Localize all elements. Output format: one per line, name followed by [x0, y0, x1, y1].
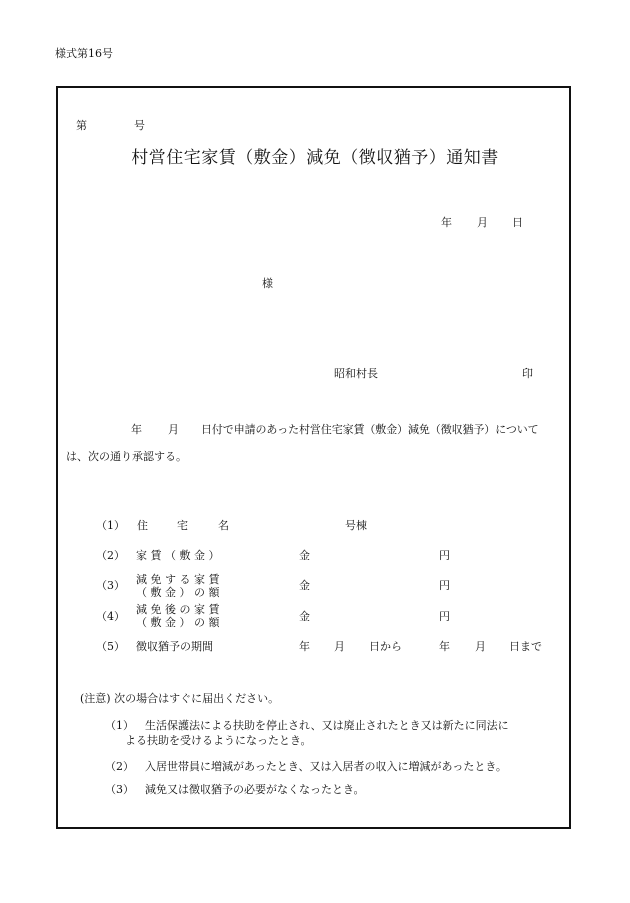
notes-header: (注意) 次の場合はすぐに届出ください。	[80, 692, 280, 705]
date-year: 年	[441, 216, 452, 229]
item-5-year-from: 年	[299, 640, 310, 653]
form-number: 様式第16号	[55, 47, 113, 60]
item-2-kin: 金	[299, 549, 310, 562]
date-month: 月	[477, 216, 488, 229]
item-1-label-part: 名	[218, 519, 229, 532]
body-month: 月	[168, 423, 179, 436]
issuer-seal: 印	[522, 367, 533, 380]
note-2-number: （2）	[105, 760, 134, 773]
item-5-month-from: 月	[334, 640, 345, 653]
issuer-name: 昭和村長	[334, 367, 378, 380]
item-1-number: （1）	[96, 519, 125, 532]
item-3-en: 円	[439, 579, 450, 592]
item-3-number: （3）	[96, 579, 125, 592]
item-2-number: （2）	[96, 549, 125, 562]
item-5-day-from: 日から	[369, 640, 402, 653]
item-5-year-until: 年	[439, 640, 450, 653]
item-3-label-line1: 減 免 す る 家 賃	[136, 573, 220, 586]
item-5-month-until: 月	[475, 640, 486, 653]
header-go: 号	[134, 119, 145, 132]
note-1-number: （1）	[105, 719, 134, 732]
item-5-number: （5）	[96, 640, 125, 653]
item-3-label-line2: （ 敷 金 ） の 額	[136, 586, 220, 599]
item-4-label-line2: （ 敷 金 ） の 額	[136, 616, 220, 629]
item-4-label-line1: 減 免 後 の 家 賃	[136, 603, 220, 616]
addressee-sama: 様	[262, 277, 273, 290]
header-dai: 第	[76, 119, 87, 132]
note-3-line1: 減免又は徴収猶予の必要がなくなったとき。	[145, 783, 365, 796]
item-1-gotou: 号棟	[345, 519, 367, 532]
item-1-label-part: 住	[137, 519, 148, 532]
item-5-label: 徴収猶予の期間	[136, 640, 213, 653]
note-3-number: （3）	[105, 783, 134, 796]
item-4-kin: 金	[299, 610, 310, 623]
body-year: 年	[131, 423, 142, 436]
document-title: 村営住宅家賃（敷金）減免（徴収猶予）通知書	[131, 148, 499, 168]
item-4-en: 円	[439, 610, 450, 623]
item-2-label: 家 賃 （ 敷 金 ）	[136, 549, 220, 562]
body-line2: は、次の通り承認する。	[66, 450, 187, 463]
note-1-line2: よる扶助を受けるようになったとき。	[125, 734, 312, 747]
item-4-number: （4）	[96, 610, 125, 623]
item-2-en: 円	[439, 549, 450, 562]
item-3-kin: 金	[299, 579, 310, 592]
note-1-line1: 生活保護法による扶助を停止され、又は廃止されたとき又は新たに同法に	[145, 719, 509, 732]
item-5-day-until: 日まで	[509, 640, 542, 653]
item-1-label-part: 宅	[177, 519, 188, 532]
note-2-line1: 入居世帯員に増減があったとき、又は入居者の収入に増減があったとき。	[145, 760, 507, 773]
body-line1: 日付で申請のあった村営住宅家賃（敷金）減免（徴収猶予）について	[201, 423, 539, 436]
date-day: 日	[512, 216, 523, 229]
